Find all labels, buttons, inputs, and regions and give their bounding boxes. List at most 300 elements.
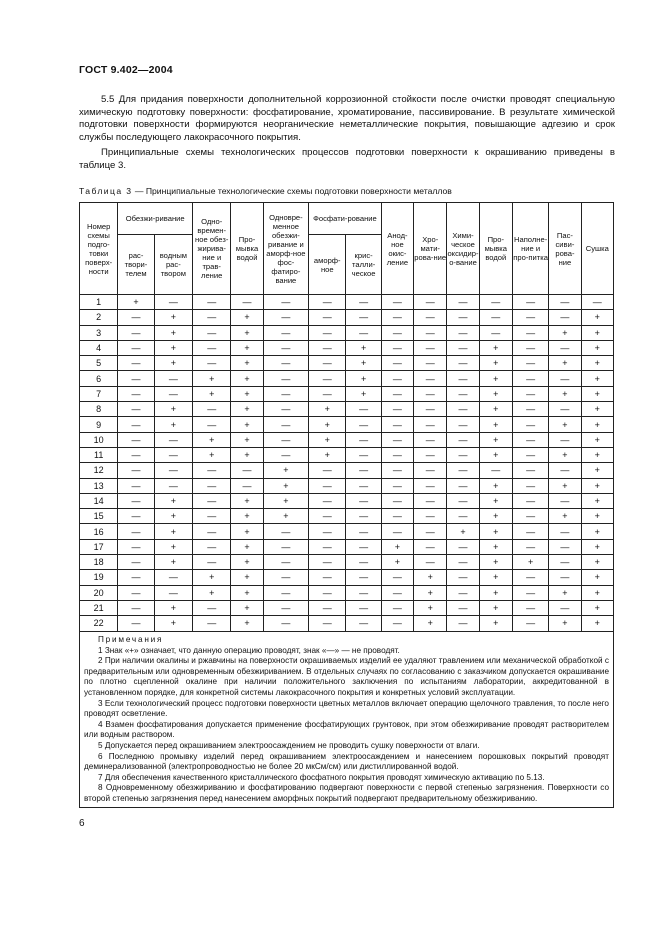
operation-cell: — xyxy=(193,402,231,417)
operation-cell: + xyxy=(549,325,581,340)
header-filling-impregnation: Наполне-ние и про-питка xyxy=(512,203,548,295)
operation-cell: + xyxy=(479,356,512,371)
scheme-number-cell: 16 xyxy=(80,524,118,539)
operation-cell: — xyxy=(447,371,479,386)
header-scheme-number: Номер схемы подго-товки поверх-ности xyxy=(80,203,118,295)
operation-cell: + xyxy=(549,356,581,371)
operation-cell: + xyxy=(581,310,613,325)
operation-cell: — xyxy=(309,325,346,340)
operation-cell: + xyxy=(479,493,512,508)
operation-cell: — xyxy=(346,310,381,325)
operation-cell: + xyxy=(154,509,192,524)
operation-cell: + xyxy=(231,509,263,524)
operation-cell: + xyxy=(479,386,512,401)
operation-cell: + xyxy=(231,539,263,554)
operation-cell: + xyxy=(549,386,581,401)
table-row xyxy=(80,509,614,524)
operation-cell: — xyxy=(118,340,154,355)
operation-cell: — xyxy=(414,402,447,417)
operation-cell: + xyxy=(479,616,512,631)
table-row xyxy=(80,356,614,371)
operation-cell: + xyxy=(581,386,613,401)
operation-cell: — xyxy=(263,432,308,447)
operation-cell: + xyxy=(414,600,447,615)
operation-cell: — xyxy=(118,310,154,325)
operation-cell: — xyxy=(154,463,192,478)
operation-cell: — xyxy=(381,493,413,508)
operation-cell: + xyxy=(154,402,192,417)
operation-cell: + xyxy=(581,555,613,570)
page-number: 6 xyxy=(79,818,85,829)
operation-cell: + xyxy=(479,340,512,355)
scheme-number-cell: 22 xyxy=(80,616,118,631)
operation-cell: — xyxy=(263,325,308,340)
scheme-number-cell: 4 xyxy=(80,340,118,355)
operation-cell: — xyxy=(447,447,479,462)
operation-cell: — xyxy=(309,509,346,524)
operation-cell: — xyxy=(381,509,413,524)
operation-cell: + xyxy=(581,432,613,447)
operation-cell: + xyxy=(193,386,231,401)
table-row xyxy=(80,539,614,554)
table-caption-prefix: Таблица 3 xyxy=(79,186,133,196)
operation-cell: — xyxy=(193,509,231,524)
operation-cell: + xyxy=(231,600,263,615)
table-row xyxy=(80,417,614,432)
operation-cell: — xyxy=(118,585,154,600)
operation-cell: — xyxy=(154,585,192,600)
table-row xyxy=(80,585,614,600)
operation-cell: + xyxy=(346,371,381,386)
operation-cell: — xyxy=(512,417,548,432)
operation-cell: + xyxy=(231,432,263,447)
operation-cell: — xyxy=(263,539,308,554)
scheme-number-cell: 17 xyxy=(80,539,118,554)
operation-cell: — xyxy=(193,340,231,355)
header-simultaneous-degreasing-phosphating: Одновре-менное обезжи-ривание и аморф-ное фос-фатиро-вание xyxy=(263,203,308,295)
operation-cell: + xyxy=(581,402,613,417)
operation-cell: — xyxy=(414,356,447,371)
operation-cell: — xyxy=(447,570,479,585)
operation-cell: + xyxy=(581,356,613,371)
operation-cell: — xyxy=(118,325,154,340)
operation-cell: — xyxy=(154,295,192,310)
operation-cell: — xyxy=(381,616,413,631)
operation-cell: + xyxy=(263,463,308,478)
operation-cell: + xyxy=(231,555,263,570)
scheme-number-cell: 18 xyxy=(80,555,118,570)
scheme-number-cell: 8 xyxy=(80,402,118,417)
operation-cell: + xyxy=(154,417,192,432)
scheme-number-cell: 1 xyxy=(80,295,118,310)
operation-cell: — xyxy=(549,310,581,325)
operation-cell: — xyxy=(193,325,231,340)
table-row xyxy=(80,463,614,478)
table-row xyxy=(80,371,614,386)
operation-cell: + xyxy=(414,616,447,631)
operation-cell: + xyxy=(581,325,613,340)
operation-cell: + xyxy=(479,509,512,524)
operation-cell: — xyxy=(447,478,479,493)
operation-cell: — xyxy=(414,386,447,401)
operation-cell: — xyxy=(309,310,346,325)
scheme-number-cell: 12 xyxy=(80,463,118,478)
operation-cell: — xyxy=(381,478,413,493)
operation-cell: — xyxy=(346,539,381,554)
operation-cell: + xyxy=(346,386,381,401)
operation-cell: — xyxy=(381,417,413,432)
operation-cell: + xyxy=(549,478,581,493)
scheme-number-cell: 2 xyxy=(80,310,118,325)
operation-cell: + xyxy=(581,371,613,386)
operation-cell: + xyxy=(154,539,192,554)
operation-cell: — xyxy=(549,524,581,539)
table-row xyxy=(80,325,614,340)
operation-cell: — xyxy=(512,616,548,631)
operation-cell: + xyxy=(231,386,263,401)
operation-cell: — xyxy=(414,371,447,386)
note-5: 5 Допускается перед окрашиванием электроосаждением не проводить сушку поверхности от влаги. xyxy=(98,740,480,750)
note-8: 8 Одновременному обезжириванию и фосфатированию подвергают поверхности с первой степенью загрязнения. Поверхности со второй степенью загрязнения перед нанесением аморфных покрытий подвергают предварительному обезжириванию. xyxy=(84,783,609,803)
operation-cell: + xyxy=(231,325,263,340)
note-3: 3 Если технологический процесс подготовки поверхности цветных металлов включает операцию щелочного травления, то после него проводят осветление. xyxy=(84,698,609,719)
operation-cell: + xyxy=(447,524,479,539)
header-water-rinse-1: Про-мывка водой xyxy=(231,203,263,295)
operation-cell: — xyxy=(263,447,308,462)
operation-cell: — xyxy=(479,463,512,478)
operation-cell: + xyxy=(581,524,613,539)
table-row xyxy=(80,447,614,462)
operation-cell: — xyxy=(263,310,308,325)
operation-cell: — xyxy=(512,432,548,447)
operation-cell: + xyxy=(263,493,308,508)
header-degreasing: Обезжи-ривание xyxy=(118,203,193,235)
operation-cell: — xyxy=(512,295,548,310)
table-row xyxy=(80,570,614,585)
table-row xyxy=(80,402,614,417)
operation-cell: — xyxy=(512,386,548,401)
operation-cell: + xyxy=(479,432,512,447)
operation-cell: — xyxy=(447,463,479,478)
operation-cell: — xyxy=(512,310,548,325)
operation-cell: + xyxy=(309,402,346,417)
operation-cell: — xyxy=(309,356,346,371)
operation-cell: + xyxy=(581,493,613,508)
operation-cell: — xyxy=(231,295,263,310)
operation-cell: — xyxy=(263,555,308,570)
operation-cell: + xyxy=(512,555,548,570)
scheme-number-cell: 10 xyxy=(80,432,118,447)
operation-cell: — xyxy=(154,478,192,493)
operation-cell: — xyxy=(512,340,548,355)
operation-cell: + xyxy=(309,447,346,462)
operation-cell: — xyxy=(512,539,548,554)
operation-cell: — xyxy=(479,325,512,340)
operation-cell: — xyxy=(414,509,447,524)
operation-cell: — xyxy=(381,340,413,355)
operation-cell: — xyxy=(447,386,479,401)
header-degreasing-aqueous: водным рас-твором xyxy=(154,235,192,295)
header-anodic-oxidation: Анод-ное окис-ление xyxy=(381,203,413,295)
scheme-number-cell: 3 xyxy=(80,325,118,340)
operation-cell: — xyxy=(381,386,413,401)
operation-cell: — xyxy=(381,402,413,417)
operation-cell: — xyxy=(549,463,581,478)
operation-cell: + xyxy=(581,570,613,585)
operation-cell: — xyxy=(414,493,447,508)
operation-cell: + xyxy=(414,585,447,600)
table-row xyxy=(80,555,614,570)
operation-cell: — xyxy=(309,524,346,539)
operation-cell: + xyxy=(381,555,413,570)
operation-cell: — xyxy=(118,402,154,417)
operation-cell: — xyxy=(447,509,479,524)
operation-cell: + xyxy=(231,340,263,355)
operation-cell: — xyxy=(414,463,447,478)
operation-cell: — xyxy=(154,447,192,462)
operation-cell: — xyxy=(193,417,231,432)
operation-cell: — xyxy=(231,478,263,493)
operation-cell: — xyxy=(154,570,192,585)
operation-cell: — xyxy=(549,402,581,417)
operation-cell: + xyxy=(154,356,192,371)
operation-cell: — xyxy=(309,386,346,401)
operation-cell: — xyxy=(414,310,447,325)
operation-cell: — xyxy=(193,524,231,539)
note-6: 6 Последнюю промывку изделий перед окрашиванием электроосаждением и нанесением порошковых покрытий проводят деминерализованной (электропроводностью не более 20 мкСм/см) или дистиллированной водой. xyxy=(84,751,609,772)
table-row xyxy=(80,295,614,310)
operation-cell: — xyxy=(512,356,548,371)
operation-cell: — xyxy=(118,386,154,401)
operation-cell: + xyxy=(479,555,512,570)
table-caption-text: — Принципиальные технологические схемы подготовки поверхности металлов xyxy=(132,186,452,196)
operation-cell: — xyxy=(154,371,192,386)
process-schemes-table xyxy=(79,202,614,632)
operation-cell: + xyxy=(479,585,512,600)
operation-cell: — xyxy=(447,539,479,554)
operation-cell: — xyxy=(581,295,613,310)
operation-cell: — xyxy=(118,478,154,493)
operation-cell: — xyxy=(512,570,548,585)
operation-cell: + xyxy=(154,340,192,355)
operation-cell: + xyxy=(231,524,263,539)
operation-cell: — xyxy=(414,524,447,539)
operation-cell: + xyxy=(479,570,512,585)
operation-cell: — xyxy=(447,310,479,325)
operation-cell: + xyxy=(193,447,231,462)
operation-cell: — xyxy=(154,432,192,447)
operation-cell: — xyxy=(512,371,548,386)
operation-cell: — xyxy=(512,585,548,600)
operation-cell: — xyxy=(447,417,479,432)
operation-cell: + xyxy=(479,539,512,554)
operation-cell: — xyxy=(263,386,308,401)
scheme-number-cell: 13 xyxy=(80,478,118,493)
operation-cell: — xyxy=(309,555,346,570)
operation-cell: — xyxy=(346,447,381,462)
operation-cell: — xyxy=(193,295,231,310)
header-water-rinse-2: Про-мывка водой xyxy=(479,203,512,295)
operation-cell: + xyxy=(118,295,154,310)
operation-cell: — xyxy=(309,539,346,554)
operation-cell: — xyxy=(193,310,231,325)
table-row xyxy=(80,310,614,325)
header-chromating: Хро-мати-рова-ние xyxy=(414,203,447,295)
operation-cell: + xyxy=(479,417,512,432)
note-2: 2 При наличии окалины и ржавчины на поверхности окрашиваемых изделий ее удаляют травлением или механической обработкой с предварительным или одновременным обезжириванием. В отдельных случаях по согласованию с заказчиком допускается окрашивание по плотно сцепленной окалине при наличии положительного заключения по испытаниям лаборатории, аккредитованной в установленном порядке, для конкретной системы лакокрасочного покрытия и конкретных условий эксплуатации. xyxy=(84,656,609,697)
operation-cell: — xyxy=(447,493,479,508)
operation-cell: — xyxy=(549,432,581,447)
operation-cell: — xyxy=(118,570,154,585)
operation-cell: + xyxy=(154,600,192,615)
operation-cell: — xyxy=(346,417,381,432)
operation-cell: — xyxy=(512,463,548,478)
table-row xyxy=(80,478,614,493)
operation-cell: — xyxy=(447,356,479,371)
operation-cell: + xyxy=(193,570,231,585)
operation-cell: — xyxy=(346,493,381,508)
operation-cell: — xyxy=(193,539,231,554)
operation-cell: — xyxy=(309,295,346,310)
operation-cell: + xyxy=(581,447,613,462)
operation-cell: — xyxy=(118,371,154,386)
paragraph-5-5 xyxy=(79,94,615,144)
operation-cell: — xyxy=(118,524,154,539)
operation-cell: + xyxy=(154,310,192,325)
operation-cell: + xyxy=(479,478,512,493)
operation-cell: + xyxy=(154,555,192,570)
operation-cell: — xyxy=(549,570,581,585)
operation-cell: — xyxy=(549,340,581,355)
operation-cell: — xyxy=(118,600,154,615)
operation-cell: + xyxy=(154,493,192,508)
operation-cell: — xyxy=(512,447,548,462)
operation-cell: + xyxy=(479,447,512,462)
operation-cell: + xyxy=(479,524,512,539)
table-row xyxy=(80,600,614,615)
operation-cell: + xyxy=(154,524,192,539)
header-simultaneous-degreasing-etching: Одно-времен-ное обез-жирива-ние и трав-ление xyxy=(193,203,231,295)
operation-cell: — xyxy=(346,402,381,417)
operation-cell: — xyxy=(381,447,413,462)
document-header: ГОСТ 9.402—2004 xyxy=(79,64,173,76)
header-passivation: Пас-сиви-рова-ние xyxy=(549,203,581,295)
operation-cell: — xyxy=(346,600,381,615)
operation-cell: — xyxy=(118,555,154,570)
operation-cell: — xyxy=(118,432,154,447)
operation-cell: — xyxy=(309,570,346,585)
table-row xyxy=(80,493,614,508)
scheme-number-cell: 21 xyxy=(80,600,118,615)
operation-cell: + xyxy=(231,570,263,585)
operation-cell: — xyxy=(512,493,548,508)
operation-cell: — xyxy=(346,555,381,570)
operation-cell: — xyxy=(512,509,548,524)
operation-cell: — xyxy=(381,371,413,386)
operation-cell: + xyxy=(549,417,581,432)
operation-cell: — xyxy=(118,447,154,462)
note-1: 1 Знак «+» означает, что данную операцию проводят, знак «—» — не проводят. xyxy=(98,645,400,655)
operation-cell: — xyxy=(263,616,308,631)
operation-cell: — xyxy=(414,432,447,447)
operation-cell: + xyxy=(581,600,613,615)
operation-cell: — xyxy=(381,325,413,340)
header-phosphating-amorphous: аморф-ное xyxy=(309,235,346,295)
operation-cell: + xyxy=(309,432,346,447)
operation-cell: — xyxy=(309,340,346,355)
operation-cell: — xyxy=(346,295,381,310)
operation-cell: + xyxy=(581,509,613,524)
operation-cell: — xyxy=(549,600,581,615)
scheme-number-cell: 19 xyxy=(80,570,118,585)
operation-cell: — xyxy=(263,340,308,355)
scheme-number-cell: 7 xyxy=(80,386,118,401)
operation-cell: — xyxy=(118,616,154,631)
operation-cell: — xyxy=(414,417,447,432)
operation-cell: — xyxy=(414,325,447,340)
operation-cell: — xyxy=(346,585,381,600)
operation-cell: — xyxy=(479,295,512,310)
operation-cell: — xyxy=(346,616,381,631)
operation-cell: — xyxy=(346,509,381,524)
operation-cell: + xyxy=(231,447,263,462)
table-caption xyxy=(79,186,452,196)
operation-cell: — xyxy=(414,539,447,554)
operation-cell: — xyxy=(263,600,308,615)
operation-cell: — xyxy=(154,386,192,401)
operation-cell: — xyxy=(447,340,479,355)
operation-cell: — xyxy=(263,417,308,432)
operation-cell: — xyxy=(512,478,548,493)
operation-cell: — xyxy=(381,570,413,585)
operation-cell: — xyxy=(118,463,154,478)
operation-cell: — xyxy=(447,585,479,600)
operation-cell: — xyxy=(193,463,231,478)
note-7: 7 Для обеспечения качественного кристаллического фосфатного покрытия проводят химическую активацию по 5.13. xyxy=(98,772,545,782)
operation-cell: — xyxy=(309,585,346,600)
operation-cell: — xyxy=(447,295,479,310)
operation-cell: — xyxy=(447,325,479,340)
operation-cell: + xyxy=(581,585,613,600)
operation-cell: — xyxy=(512,524,548,539)
operation-cell: — xyxy=(263,585,308,600)
operation-cell: — xyxy=(346,432,381,447)
operation-cell: + xyxy=(479,402,512,417)
operation-cell: + xyxy=(231,585,263,600)
operation-cell: + xyxy=(309,417,346,432)
header-drying: Сушка xyxy=(581,203,613,295)
operation-cell: — xyxy=(309,478,346,493)
operation-cell: + xyxy=(581,463,613,478)
operation-cell: + xyxy=(581,340,613,355)
table-body xyxy=(80,295,614,632)
operation-cell: + xyxy=(193,371,231,386)
operation-cell: + xyxy=(346,340,381,355)
operation-cell: — xyxy=(549,371,581,386)
operation-cell: — xyxy=(414,447,447,462)
header-phosphating: Фосфати-рование xyxy=(309,203,382,235)
operation-cell: — xyxy=(512,600,548,615)
operation-cell: — xyxy=(118,356,154,371)
operation-cell: + xyxy=(581,417,613,432)
scheme-number-cell: 9 xyxy=(80,417,118,432)
operation-cell: — xyxy=(512,325,548,340)
operation-cell: + xyxy=(231,493,263,508)
paragraph-table-ref xyxy=(79,147,615,172)
operation-cell: — xyxy=(381,463,413,478)
scheme-number-cell: 20 xyxy=(80,585,118,600)
operation-cell: + xyxy=(231,371,263,386)
